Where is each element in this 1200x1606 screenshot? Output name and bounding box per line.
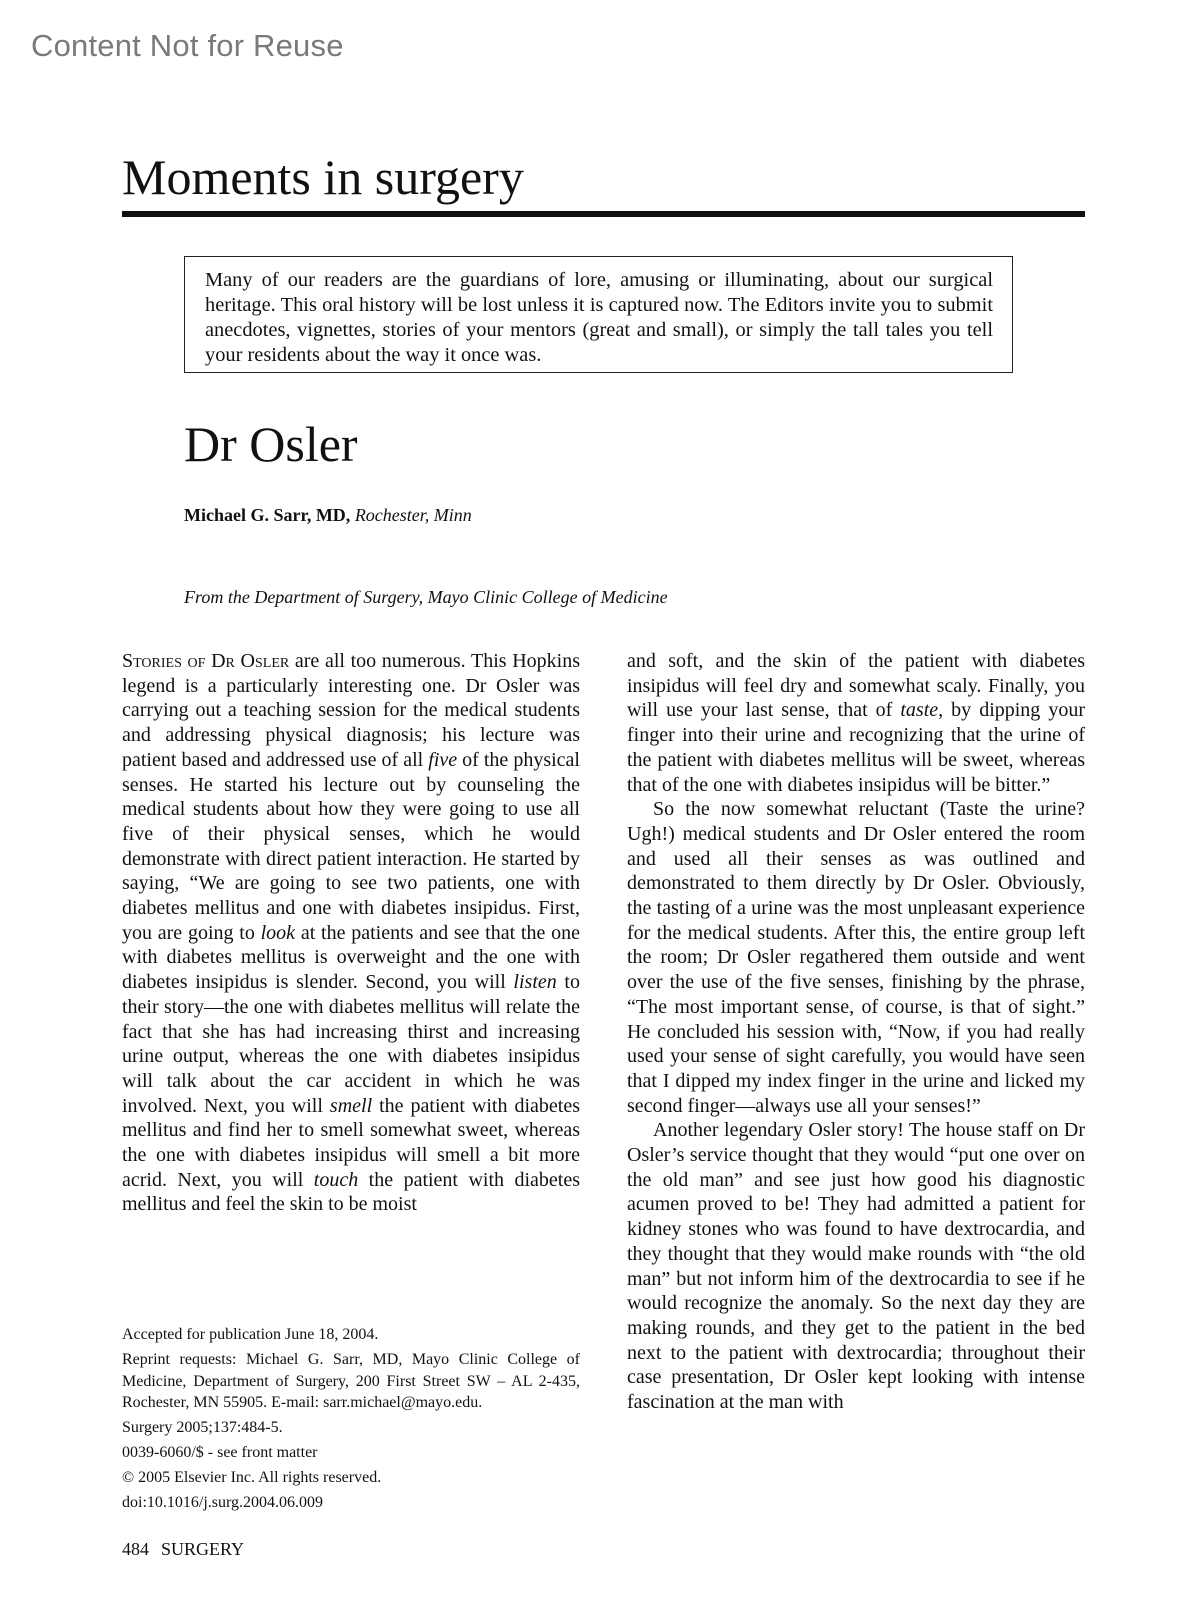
article-title: Dr Osler [184, 416, 358, 472]
body-emphasis: smell [329, 1094, 373, 1117]
body-column-left [122, 649, 580, 1217]
body-text: to their story—the one with diabetes mellitus will relate the fact that she has had increasing thirst and increasing urine output, whereas the one with diabetes insipidus will talk about the car accident in which he was involved. Next, you will [122, 971, 580, 1117]
body-paragraph [627, 649, 1085, 797]
footnote-doi: doi:10.1016/j.surg.2004.06.009 [122, 1494, 324, 1511]
page-number: 484 [122, 1539, 149, 1559]
body-paragraph [122, 649, 580, 1217]
author-name: Michael G. Sarr, MD, [184, 505, 351, 525]
author-affiliation: From the Department of Surgery, Mayo Clinic College of Medicine [184, 587, 668, 607]
footnote-issn: 0039-6060/$ - see front matter [122, 1444, 318, 1461]
body-emphasis: look [260, 921, 296, 944]
body-paragraph: Another legendary Osler story! The house staff on Dr Osler’s service thought that they would “put one over on the old man” and see just how good his diagnostic acumen proved to be! They had admitted a patient for kidney stones who was found to have dextrocardia, and they thought that they would make rounds with “the old man” but not inform him of the dextrocardia to see if he would recognize the anomaly. So the next day they are making rounds, and they get to the patient in the bed next to the patient with dextrocardia; throughout their case presentation, Dr Osler kept looking with intense fascination at the man with [627, 1119, 1085, 1414]
body-text: by dipping your finger into their urine and recognizing that the urine of the patient with diabetes mellitus will be sweet, whereas that of the one with diabetes insipidus will be bitter.” [627, 699, 1085, 796]
article-footnotes [122, 1324, 580, 1517]
body-emphasis: taste, [900, 699, 944, 722]
lead-in-small-caps: Stories of Dr Osler [122, 650, 290, 672]
byline [184, 503, 472, 527]
author-location: Rochester, Minn [354, 505, 472, 525]
journal-name: SURGERY [161, 1539, 245, 1559]
title-rule [122, 211, 1085, 217]
body-text: are all too numerous. This Hopkins legend is a particularly interesting one. Dr Osler was carrying out a teaching session for the medical students and addressing physical diagnosis; his lecture was patient based and addressed use of all [122, 650, 580, 771]
body-paragraph: So the now somewhat reluctant (Taste the urine? Ugh!) medical students and Dr Osler entered the room and used all their senses as was outlined and demonstrated to them directly by Dr Osler. Obviously, the tasting of a urine was the most unpleasant experience for the medical students. After this, the entire group left the room; Dr Osler regathered them outside and went over the use of the five senses, finishing by the phrase, “The most important sense, of course, is that of sight.” He concluded his session with, “Now, if you had really used your sense of sight carefully, you would have seen that I dipped my index finger in the urine and licked my second finger—always use all your senses!” [627, 798, 1085, 1117]
body-text: the patient with diabetes mellitus and feel the skin to be moist [122, 1168, 580, 1216]
body-text: of the physical senses. He started his lecture out by counseling the medical students about how they were going to use all five of their physical senses, which he would demonstrate with direct patient interaction. He started by saying, “We are going to see two patients, one with diabetes mellitus and one with diabetes insipidus. First, you are going to [122, 748, 580, 944]
body-emphasis: listen [513, 971, 557, 994]
body-emphasis: five [428, 748, 458, 771]
body-emphasis: touch [313, 1168, 359, 1191]
footnote-accepted: Accepted for publication June 18, 2004. [122, 1326, 379, 1343]
body-text: at the patients and see that the one with diabetes mellitus is overweight and the one with diabetes insipidus is slender. Second, you will [122, 921, 580, 994]
watermark-text: Content Not for Reuse [31, 28, 344, 63]
section-title: Moments in surgery [122, 149, 524, 205]
editorial-intro-box [184, 256, 1013, 373]
footnote-copyright: © 2005 Elsevier Inc. All rights reserved. [122, 1469, 382, 1486]
page-footer [122, 1537, 244, 1561]
footnote-citation: Surgery 2005;137:484-5. [122, 1419, 283, 1436]
footnote-reprint-requests: Reprint requests: Michael G. Sarr, MD, Mayo Clinic College of Medicine, Department of Surgery, 200 First Street SW – AL 2-435, Rochester, MN 55905. E-mail: sarr.michael@mayo.edu. [122, 1351, 580, 1411]
body-text: the patient with diabetes mellitus and find her to smell somewhat sweet, whereas the one with diabetes insipidus will smell a bit more acrid. Next, you will [122, 1094, 580, 1191]
body-text: and soft, and the skin of the patient with diabetes insipidus will feel dry and somewhat scaly. Finally, you will use your last sense, that of [627, 650, 1085, 722]
body-column-right [627, 649, 1085, 1415]
editorial-intro-text: Many of our readers are the guardians of lore, amusing or illuminating, about our surgical heritage. This oral history will be lost unless it is captured now. The Editors invite you to submit anecdotes, vignettes, stories of your mentors (great and small), or simply the tall tales you tell your residents about the way it once was. [205, 269, 993, 366]
